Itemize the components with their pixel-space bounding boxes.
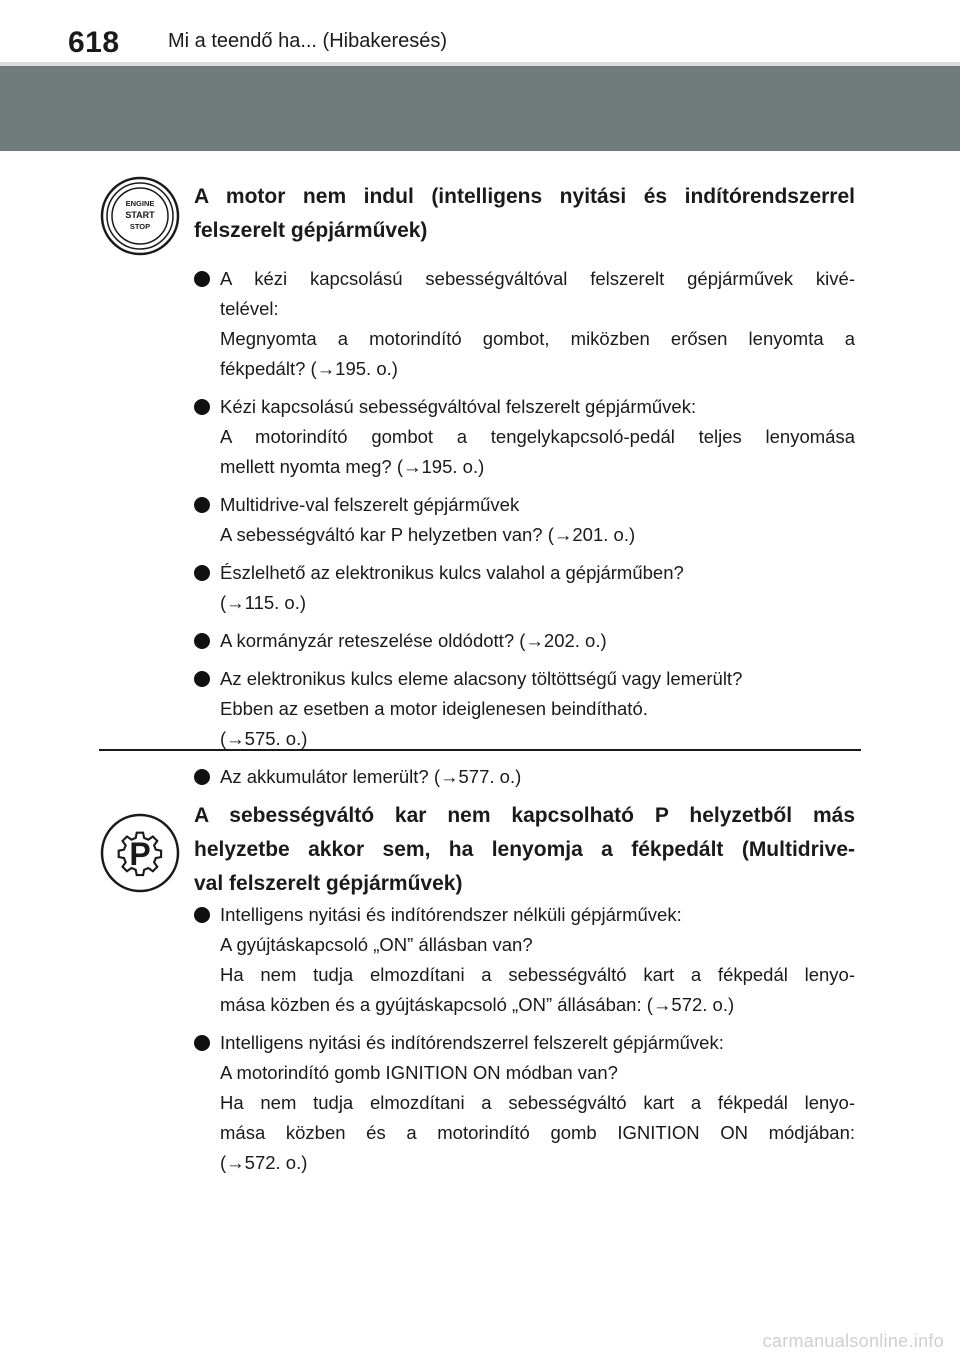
bullet-dot-icon bbox=[194, 633, 210, 649]
list-item bbox=[194, 264, 855, 384]
bullet-line: mása közben és a motorindító gomb IGNITION ON módjában: bbox=[220, 1122, 855, 1143]
bullet-line: mellett nyomta meg? (→195. o.) bbox=[220, 456, 485, 477]
bullet-line: Az elektronikus kulcs eleme alacsony töltöttségű vagy lemerült? bbox=[220, 668, 743, 689]
page-number: 618 bbox=[68, 26, 120, 59]
title-line: felszerelt gépjárművek) bbox=[194, 219, 428, 242]
title-line: A motor nem indul (intelligens nyitási és indítórendszerrel bbox=[194, 185, 855, 208]
icon-text-engine: ENGINE bbox=[125, 199, 155, 208]
bullet-line: A kézi kapcsolású sebességváltóval felszerelt gépjárművek kivé- bbox=[220, 268, 855, 289]
list-item bbox=[194, 664, 855, 754]
title-line: val felszerelt gépjárművek) bbox=[194, 872, 463, 895]
bullet-line: fékpedált? (→195. o.) bbox=[220, 358, 398, 379]
section-divider bbox=[99, 749, 861, 751]
bullet-line: Ebben az esetben a motor ideiglenesen beindítható. bbox=[220, 698, 648, 719]
bullet-dot-icon bbox=[194, 399, 210, 415]
icon-text-start: START bbox=[125, 210, 155, 220]
bullet-line: (→115. o.) bbox=[220, 592, 307, 613]
header-band bbox=[0, 66, 960, 151]
bullet-list bbox=[194, 264, 855, 792]
section-title bbox=[194, 180, 855, 248]
list-item bbox=[194, 900, 855, 1020]
bullet-line: Kézi kapcsolású sebességváltóval felszerelt gépjárművek: bbox=[220, 396, 697, 417]
list-item bbox=[194, 392, 855, 482]
bullet-line: Ha nem tudja elmozdítani a sebességváltó kart a fékpedál lenyo- bbox=[220, 964, 855, 985]
list-item bbox=[194, 490, 855, 550]
bullet-dot-icon bbox=[194, 1035, 210, 1051]
bullet-line: Intelligens nyitási és indítórendszerrel felszerelt gépjárművek: bbox=[220, 1032, 724, 1053]
bullet-line: A kormányzár reteszelése oldódott? (→202. o.) bbox=[220, 630, 607, 651]
watermark: carmanualsonline.info bbox=[762, 1331, 944, 1351]
icon-text-p: P bbox=[129, 836, 151, 872]
engine-start-stop-icon bbox=[100, 176, 180, 256]
title-line: A sebességváltó kar nem kapcsolható P helyzetből más bbox=[194, 804, 855, 827]
shift-lock-p-gear-icon bbox=[100, 813, 180, 893]
bullet-line: (→575. o.) bbox=[220, 728, 308, 749]
bullet-line: Intelligens nyitási és indítórendszer nélküli gépjárművek: bbox=[220, 904, 682, 925]
bullet-dot-icon bbox=[194, 271, 210, 287]
bullet-line: Ha nem tudja elmozdítani a sebességváltó kart a fékpedál lenyo- bbox=[220, 1092, 855, 1113]
bullet-dot-icon bbox=[194, 565, 210, 581]
bullet-line: (→572. o.) bbox=[220, 1152, 308, 1173]
bullet-line: A sebességváltó kar P helyzetben van? (→201. o.) bbox=[220, 524, 636, 545]
bullet-line: Az akkumulátor lemerült? (→577. o.) bbox=[220, 766, 522, 787]
bullet-line: A motorindító gombot a tengelykapcsoló-pedál teljes lenyomása bbox=[220, 426, 855, 447]
section-title bbox=[194, 799, 855, 901]
icon-text-stop: STOP bbox=[129, 222, 151, 231]
bullet-dot-icon bbox=[194, 671, 210, 687]
bullet-line: Megnyomta a motorindító gombot, miközben erősen lenyomta a bbox=[220, 328, 855, 349]
title-line: helyzetbe akkor sem, ha lenyomja a fékpedált (Multidrive- bbox=[194, 838, 855, 861]
bullet-dot-icon bbox=[194, 907, 210, 923]
bullet-dot-icon bbox=[194, 769, 210, 785]
page-header bbox=[0, 0, 960, 66]
bullet-line: A gyújtáskapcsoló „ON” állásban van? bbox=[220, 934, 533, 955]
list-item bbox=[194, 762, 855, 792]
bullet-line: Észlelhető az elektronikus kulcs valahol a gépjárműben? bbox=[220, 562, 684, 583]
bullet-line: telével: bbox=[220, 298, 279, 319]
bullet-list bbox=[194, 900, 855, 1178]
list-item bbox=[194, 558, 855, 618]
bullet-dot-icon bbox=[194, 497, 210, 513]
bullet-line: A motorindító gomb IGNITION ON módban van? bbox=[220, 1062, 618, 1083]
list-item bbox=[194, 626, 855, 656]
bullet-line: mása közben és a gyújtáskapcsoló „ON” állásában: (→572. o.) bbox=[220, 994, 735, 1015]
running-title: Mi a teendő ha... (Hibakeresés) bbox=[168, 30, 448, 52]
bullet-line: Multidrive-val felszerelt gépjárművek bbox=[220, 494, 520, 515]
list-item bbox=[194, 1028, 855, 1178]
